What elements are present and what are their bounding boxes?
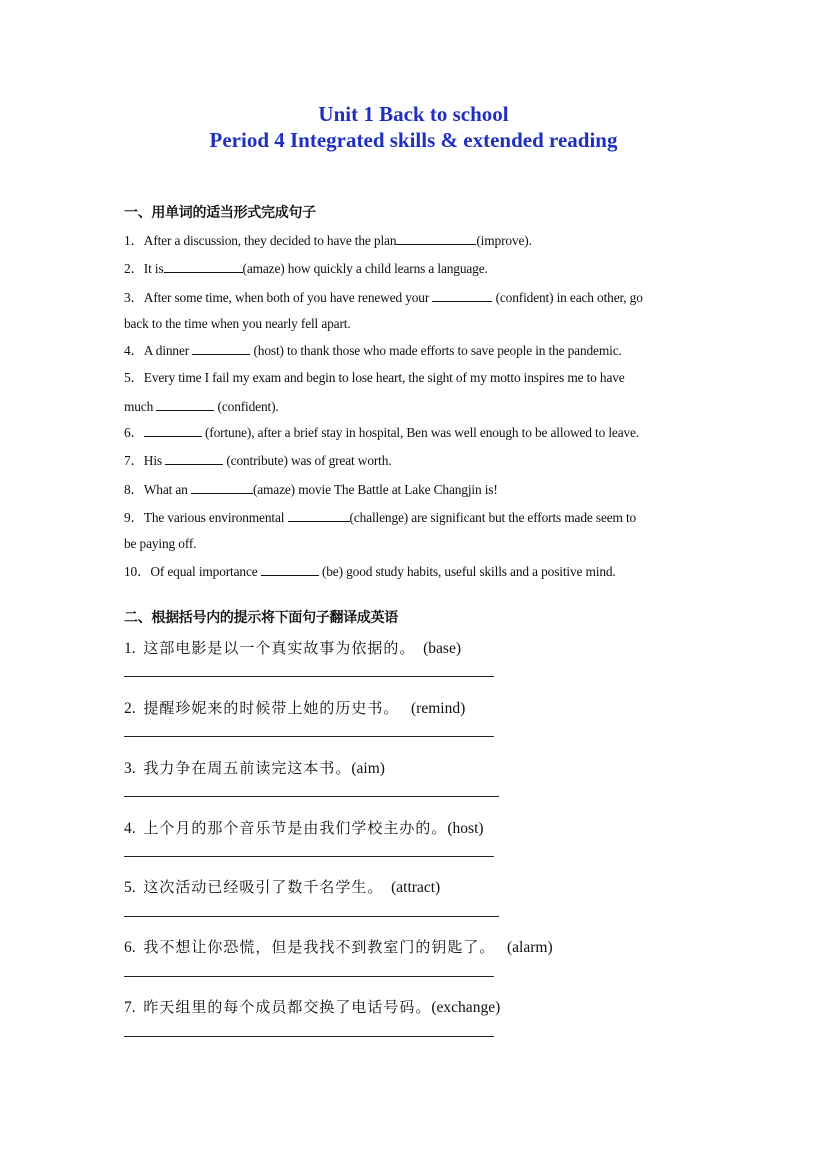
answer-blank[interactable] — [165, 451, 223, 465]
exercise-item-3-cont: back to the time when you nearly fell apart. — [124, 316, 351, 331]
exercise-item-1: 1．After a discussion, they decided to have the plan (improve). — [124, 233, 532, 248]
answer-blank[interactable] — [144, 423, 202, 437]
answer-line[interactable] — [124, 1036, 494, 1037]
exercise-item-4: 4．A dinner (host) to thank those who made efforts to save people in the pandemic. — [124, 343, 622, 358]
section2-heading: 二、根据括号内的提示将下面句子翻译成英语 — [124, 610, 398, 626]
answer-blank[interactable] — [156, 397, 214, 411]
answer-blank[interactable] — [396, 231, 476, 245]
answer-blank[interactable] — [192, 341, 250, 355]
answer-blank[interactable] — [432, 288, 492, 302]
exercise-item-7: 7．His (contribute) was of great worth. — [124, 453, 392, 468]
answer-blank[interactable] — [191, 480, 253, 494]
translation-item-4: 4. 上个月的那个音乐节是由我们学校主办的。(host) — [124, 819, 484, 837]
answer-line[interactable] — [124, 736, 494, 737]
translation-item-2: 2. 提醒珍妮来的时候带上她的历史书。 (remind) — [124, 699, 466, 717]
section1-heading: 一、用单词的适当形式完成句子 — [124, 205, 316, 221]
exercise-item-3: 3．After some time, when both of you have renewed your (confident) in each other, go — [124, 290, 643, 305]
answer-line[interactable] — [124, 856, 494, 857]
exercise-item-9-cont: be paying off. — [124, 536, 197, 551]
answer-line[interactable] — [124, 976, 494, 977]
answer-line[interactable] — [124, 676, 494, 677]
exercise-item-6: 6． (fortune), after a brief stay in hospital, Ben was well enough to be allowed to leave. — [124, 425, 640, 440]
exercise-item-5: 5．Every time I fail my exam and begin to lose heart, the sight of my motto inspires me to have — [124, 370, 625, 385]
exercise-item-5-cont: much (confident). — [124, 399, 279, 414]
translation-item-6: 6. 我不想让你恐慌，但是我找不到教室门的钥匙了。 (alarm) — [124, 938, 553, 956]
period-title: Period 4 Integrated skills & extended reading — [209, 128, 618, 152]
answer-line[interactable] — [124, 916, 499, 917]
translation-item-3: 3. 我力争在周五前读完这本书。(aim) — [124, 759, 385, 777]
translation-item-1: 1. 这部电影是以一个真实故事为依据的。 (base) — [124, 639, 462, 657]
answer-blank[interactable] — [261, 562, 319, 576]
exercise-item-8: 8．What an (amaze) movie The Battle at Lake Changjin is! — [124, 482, 498, 497]
answer-blank[interactable] — [164, 259, 243, 273]
exercise-item-9: 9．The various environmental (challenge) are significant but the efforts made seem to — [124, 510, 637, 525]
answer-blank[interactable] — [288, 508, 350, 522]
unit-title: Unit 1 Back to school — [318, 102, 509, 126]
exercise-item-10: 10．Of equal importance (be) good study habits, useful skills and a positive mind. — [124, 564, 616, 579]
exercise-item-2: 2．It is (amaze) how quickly a child learns a language. — [124, 261, 488, 276]
answer-line[interactable] — [124, 796, 499, 797]
translation-item-7: 7. 昨天组里的每个成员都交换了电话号码。(exchange) — [124, 998, 501, 1016]
translation-item-5: 5. 这次活动已经吸引了数千名学生。 (attract) — [124, 878, 441, 896]
